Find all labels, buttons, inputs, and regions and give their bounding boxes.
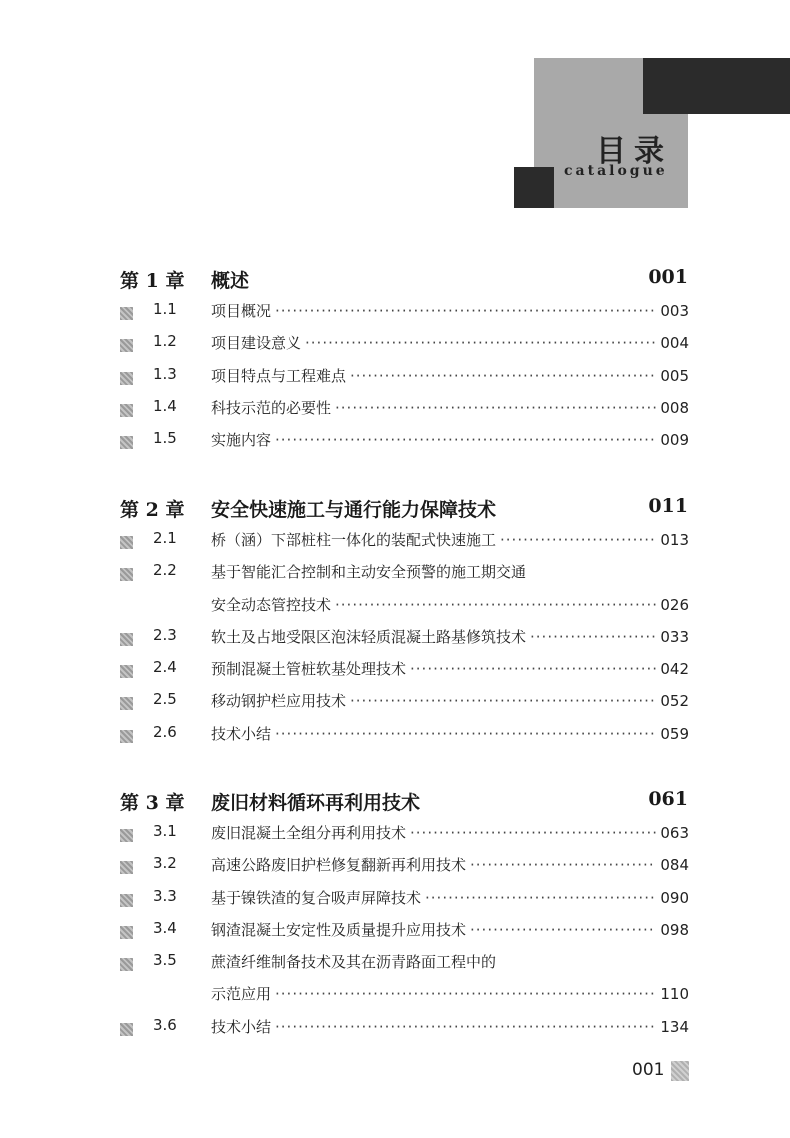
- page-subtitle: catalogue: [564, 163, 668, 179]
- section-number: 3.2: [153, 854, 177, 873]
- chapter-2: [0, 495, 790, 755]
- toc-entry[interactable]: [0, 690, 790, 722]
- bullet-icon: [120, 536, 133, 549]
- section-title: 基于智能汇合控制和主动安全预警的施工期交通: [211, 563, 527, 582]
- chapter-1: [0, 266, 790, 461]
- section-number: 3.5: [153, 951, 177, 970]
- chapter-page: 001: [648, 266, 688, 288]
- section-number: 1.4: [153, 396, 177, 415]
- section-number: 2.4: [153, 658, 177, 677]
- section-title: 桥（涵）下部桩柱一体化的装配式快速施工: [211, 531, 497, 549]
- section-title: 技术小结: [211, 724, 272, 743]
- leader-dots: [350, 367, 656, 385]
- section-number: 2.3: [153, 625, 177, 644]
- section-page: 052: [660, 692, 689, 711]
- toc-entry[interactable]: [0, 887, 790, 919]
- section-title: 废旧混凝土全组分再利用技术: [211, 824, 407, 842]
- chapter-title: 废旧材料循环再利用技术: [211, 792, 421, 814]
- toc-entry[interactable]: [0, 854, 790, 886]
- leader-dots: [275, 431, 656, 449]
- section-number: 2.2: [153, 561, 177, 580]
- chapter-number: 第 1 章: [120, 270, 185, 292]
- section-page: 003: [660, 302, 689, 320]
- toc-entry[interactable]: [0, 919, 790, 951]
- leader-dots: [425, 889, 656, 907]
- section-title: 项目建设意义: [211, 334, 302, 353]
- section-page: 134: [660, 1017, 689, 1036]
- toc-entry[interactable]: [0, 561, 790, 593]
- toc-entry[interactable]: [0, 397, 790, 429]
- section-number: 1.1: [153, 300, 177, 318]
- section-page: 033: [660, 627, 689, 646]
- toc-entry[interactable]: [0, 626, 790, 658]
- section-title-continued: 示范应用: [211, 985, 272, 1004]
- toc-entry[interactable]: [0, 332, 790, 364]
- header-dark-block-bottom: [514, 167, 554, 208]
- bullet-icon: [120, 829, 133, 842]
- bullet-icon: [120, 665, 133, 678]
- page-number: 001: [632, 1060, 665, 1080]
- chapter-page: 011: [648, 495, 688, 517]
- chapter-heading[interactable]: [0, 788, 790, 822]
- chapter-page: 061: [648, 788, 688, 810]
- bullet-icon: [120, 436, 133, 449]
- page-title: 目录: [596, 134, 672, 169]
- section-page: 110: [660, 985, 689, 1004]
- leader-dots: [350, 692, 656, 710]
- bullet-icon: [120, 339, 133, 352]
- toc-entry[interactable]: [0, 365, 790, 397]
- toc-entry-continuation[interactable]: [0, 983, 790, 1015]
- leader-dots: [410, 660, 656, 678]
- leader-dots: [470, 921, 656, 939]
- bullet-icon: [120, 372, 133, 385]
- leader-dots: [530, 628, 656, 646]
- chapter-title: 概述: [211, 270, 250, 292]
- bullet-icon: [120, 1023, 133, 1036]
- leader-dots: [275, 725, 656, 743]
- section-page: 084: [660, 856, 689, 875]
- section-page: 098: [660, 920, 689, 939]
- toc-entry-continuation[interactable]: [0, 594, 790, 626]
- section-title: 技术小结: [211, 1017, 272, 1036]
- section-title: 软土及占地受限区泡沫轻质混凝土路基修筑技术: [211, 627, 527, 646]
- section-title-continued: 安全动态管控技术: [211, 595, 332, 614]
- toc-entry[interactable]: [0, 658, 790, 690]
- section-page: 008: [660, 398, 689, 417]
- chapter-heading[interactable]: [0, 266, 790, 300]
- section-title: 基于镍铁渣的复合吸声屏障技术: [211, 888, 422, 907]
- chapter-heading[interactable]: [0, 495, 790, 529]
- toc-entry[interactable]: [0, 529, 790, 561]
- toc-entry[interactable]: [0, 723, 790, 755]
- page-number-marker: [671, 1061, 689, 1081]
- section-title: 科技示范的必要性: [211, 398, 332, 417]
- toc-entry[interactable]: [0, 429, 790, 461]
- bullet-icon: [120, 697, 133, 710]
- section-title: 项目概况: [211, 302, 272, 320]
- section-number: 1.3: [153, 364, 177, 383]
- section-number: 2.5: [153, 690, 177, 709]
- section-number: 1.5: [153, 429, 177, 448]
- section-number: 3.4: [153, 918, 177, 937]
- leader-dots: [500, 531, 656, 549]
- toc-entry[interactable]: [0, 822, 790, 854]
- leader-dots: [275, 1018, 656, 1036]
- chapter-number: 第 2 章: [120, 499, 185, 521]
- section-title: 预制混凝土管桩软基处理技术: [211, 660, 407, 679]
- chapter-3: [0, 788, 790, 1048]
- bullet-icon: [120, 404, 133, 417]
- leader-dots: [335, 399, 656, 417]
- section-page: 042: [660, 660, 689, 679]
- section-number: 3.6: [153, 1015, 177, 1034]
- header-dark-block-top: [643, 58, 790, 114]
- chapter-number: 第 3 章: [120, 792, 185, 814]
- section-title: 钢渣混凝土安定性及质量提升应用技术: [211, 920, 467, 939]
- section-number: 3.3: [153, 886, 177, 905]
- bullet-icon: [120, 861, 133, 874]
- section-title: 实施内容: [211, 431, 272, 450]
- bullet-icon: [120, 568, 133, 581]
- leader-dots: [275, 985, 656, 1003]
- section-page: 026: [660, 595, 689, 614]
- toc-entry[interactable]: [0, 300, 790, 332]
- bullet-icon: [120, 730, 133, 743]
- section-page: 013: [660, 531, 689, 549]
- toc-entry[interactable]: [0, 1016, 790, 1048]
- section-number: 2.6: [153, 722, 177, 741]
- section-page: 009: [660, 431, 689, 450]
- leader-dots: [410, 824, 656, 842]
- section-page: 063: [660, 824, 689, 842]
- bullet-icon: [120, 894, 133, 907]
- section-title: 高速公路废旧护栏修复翻新再利用技术: [211, 856, 467, 875]
- section-page: 004: [660, 334, 689, 353]
- leader-dots: [305, 334, 656, 352]
- section-number: 3.1: [153, 822, 177, 840]
- bullet-icon: [120, 633, 133, 646]
- section-page: 059: [660, 724, 689, 743]
- section-title: 蔗渣纤维制备技术及其在沥青路面工程中的: [211, 953, 497, 972]
- bullet-icon: [120, 307, 133, 320]
- leader-dots: [275, 302, 656, 320]
- section-number: 2.1: [153, 529, 177, 547]
- bullet-icon: [120, 926, 133, 939]
- leader-dots: [470, 856, 656, 874]
- leader-dots: [335, 596, 656, 614]
- toc-entry[interactable]: [0, 951, 790, 983]
- chapter-title: 安全快速施工与通行能力保障技术: [211, 499, 497, 521]
- section-title: 项目特点与工程难点: [211, 366, 347, 385]
- section-page: 090: [660, 888, 689, 907]
- section-page: 005: [660, 366, 689, 385]
- section-number: 1.2: [153, 332, 177, 351]
- bullet-icon: [120, 958, 133, 971]
- section-title: 移动钢护栏应用技术: [211, 692, 347, 711]
